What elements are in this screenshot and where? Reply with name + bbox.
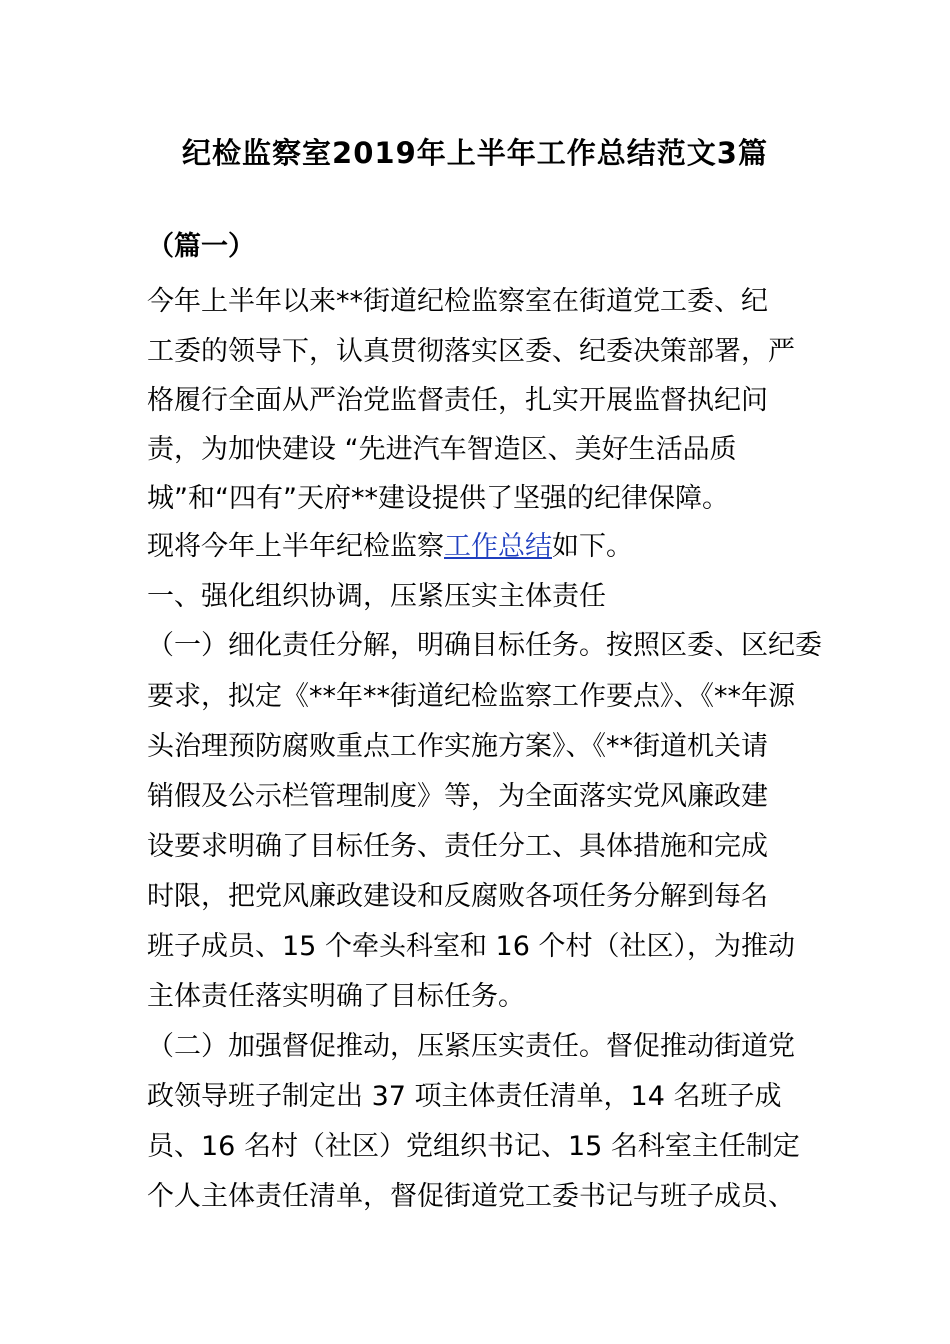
paragraph-line: 销假及公示栏管理制度》等，为全面落实党风廉政建 bbox=[147, 781, 768, 812]
paragraph-line: 设要求明确了目标任务、责任分工、具体措施和完成 bbox=[147, 831, 768, 862]
paragraph-line: 城”和“四有”天府**建设提供了坚强的纪律保障。 bbox=[147, 483, 729, 514]
paragraph-line: 格履行全面从严治党监督责任，扎实开展监督执纪问 bbox=[147, 385, 768, 416]
link-line-after: 如下。 bbox=[552, 531, 633, 562]
paragraph-line: 班子成员、15 个牵头科室和 16 个村（社区），为推动 bbox=[147, 931, 795, 962]
section-label: （篇一） bbox=[147, 231, 255, 262]
paragraph-line: 员、16 名村（社区）党组织书记、15 名科室主任制定 bbox=[147, 1131, 800, 1162]
paragraph-line: 政领导班子制定出 37 项主体责任清单，14 名班子成 bbox=[147, 1081, 782, 1112]
paragraph-line-with-link bbox=[147, 530, 633, 564]
paragraph-line: 要求，拟定《**年**街道纪检监察工作要点》、《**年源 bbox=[147, 681, 795, 712]
paragraph-line: （二）加强督促推动，压紧压实责任。督促推动街道党 bbox=[147, 1031, 795, 1062]
paragraph-line: 主体责任落实明确了目标任务。 bbox=[147, 981, 525, 1012]
heading-line: 一、强化组织协调，压紧压实主体责任 bbox=[147, 581, 606, 612]
document-title: 纪检监察室2019年上半年工作总结范文3篇 bbox=[182, 136, 768, 170]
paragraph-line: 头治理预防腐败重点工作实施方案》、《**街道机关请 bbox=[147, 731, 768, 762]
paragraph-line: 今年上半年以来**街道纪检监察室在街道党工委、纪 bbox=[147, 286, 768, 317]
paragraph-line: 责，为加快建设 “先进汽车智造区、美好生活品质 bbox=[147, 434, 737, 465]
paragraph-line: 时限，把党风廉政建设和反腐败各项任务分解到每名 bbox=[147, 881, 768, 912]
paragraph-line: 个人主体责任清单，督促街道党工委书记与班子成员、 bbox=[147, 1181, 795, 1212]
work-summary-link[interactable]: 工作总结 bbox=[444, 531, 552, 562]
paragraph-line: 工委的领导下，认真贯彻落实区委、纪委决策部署，严 bbox=[147, 336, 795, 367]
paragraph-line: （一）细化责任分解，明确目标任务。按照区委、区纪委 bbox=[147, 630, 822, 661]
link-line-before: 现将今年上半年纪检监察 bbox=[147, 531, 444, 562]
